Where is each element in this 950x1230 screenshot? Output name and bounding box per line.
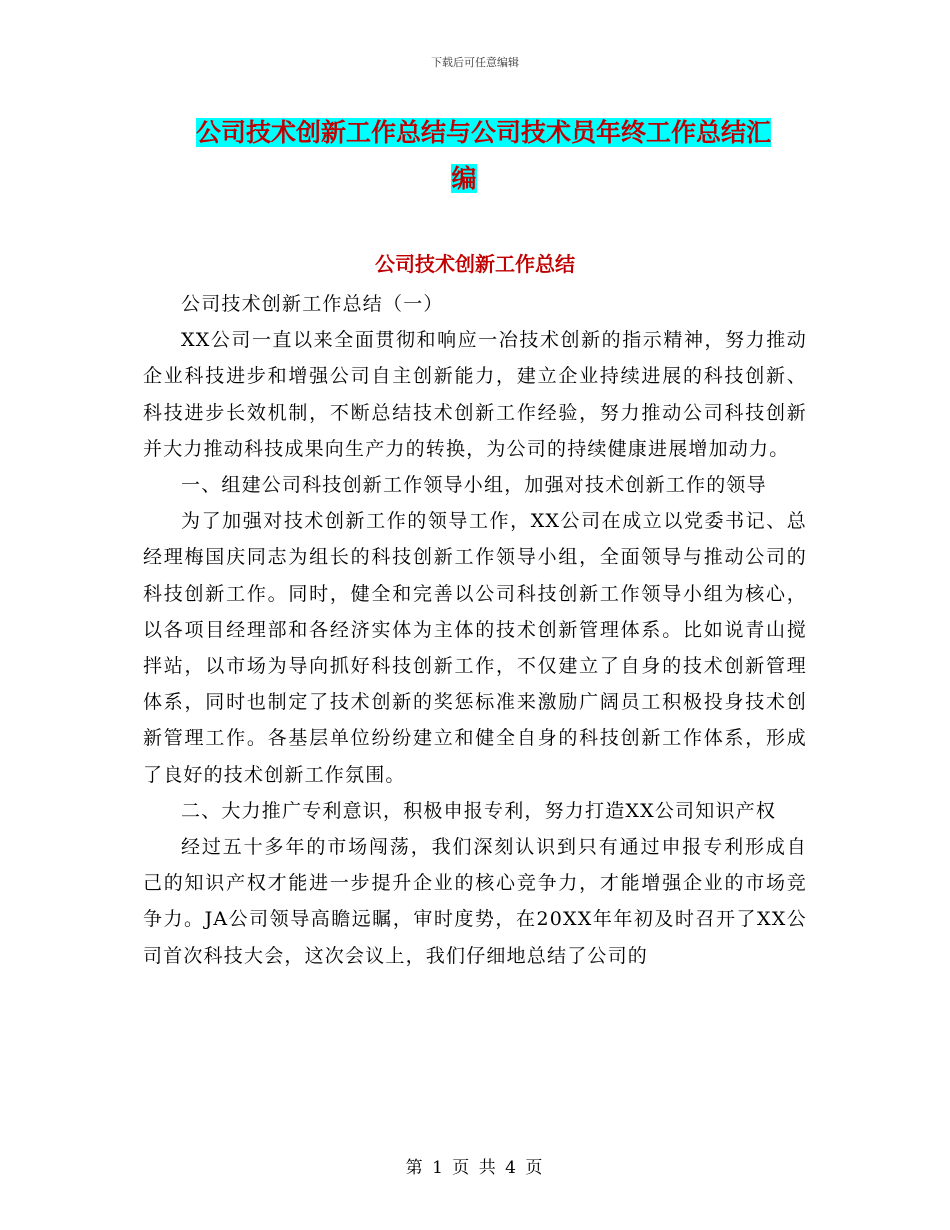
paragraph-heading: 一、组建公司科技创新工作领导小组，加强对技术创新工作的领导 bbox=[181, 474, 767, 497]
header-note: 下载后可任意编辑 bbox=[431, 56, 519, 69]
page-footer: 第 1 页 共 4 页 bbox=[405, 1158, 545, 1178]
section-title: 公司技术创新工作总结 bbox=[375, 252, 575, 276]
document-body bbox=[143, 286, 807, 974]
paragraph: XX公司一直以来全面贯彻和响应一冶技术创新的指示精神，努力推动企业科技进步和增强公司自主创新能力，建立企业持续进展的科技创新、科技进步长效机制，不断总结技术创新工作经验，努力推动公司科技创新并大力推动科技成果向生产力的转换，为公司的持续健康进展增加动力。 bbox=[143, 329, 807, 460]
paragraph: 为了加强对技术创新工作的领导工作，XX公司在成立以党委书记、总经理梅国庆同志为组长的科技创新工作领导小组，全面领导与推动公司的科技创新工作。同时，健全和完善以公司科技创新工作领导小组为核心，以各项目经理部和各经济实体为主体的技术创新管理体系。比如说青山搅拌站，以市场为导向抓好科技创新工作，不仅建立了自身的技术创新管理体系，同时也制定了技术创新的奖惩标准来激励广阔员工积极投身技术创新管理工作。各基层单位纷纷建立和健全自身的科技创新工作体系，形成了良好的技术创新工作氛围。 bbox=[143, 510, 807, 786]
document-title-line-1: 公司技术创新工作总结与公司技术员年终工作总结汇 bbox=[196, 118, 772, 147]
paragraph-subheading: 公司技术创新工作总结（一） bbox=[181, 293, 444, 315]
paragraph: 经过五十多年的市场闯荡，我们深刻认识到只有通过申报专利形成自己的知识产权才能进一步提升企业的核心竞争力，才能增强企业的市场竞争力。JA公司领导高瞻远瞩，审时度势，在20XX年年初及时召开了XX公司首次科技大会，这次会议上，我们仔细地总结了公司的 bbox=[143, 836, 807, 967]
paragraph-heading: 二、大力推广专利意识，积极申报专利，努力打造XX公司知识产权 bbox=[181, 799, 777, 822]
document-title-line-2: 编 bbox=[451, 164, 477, 193]
document-title bbox=[190, 110, 810, 202]
